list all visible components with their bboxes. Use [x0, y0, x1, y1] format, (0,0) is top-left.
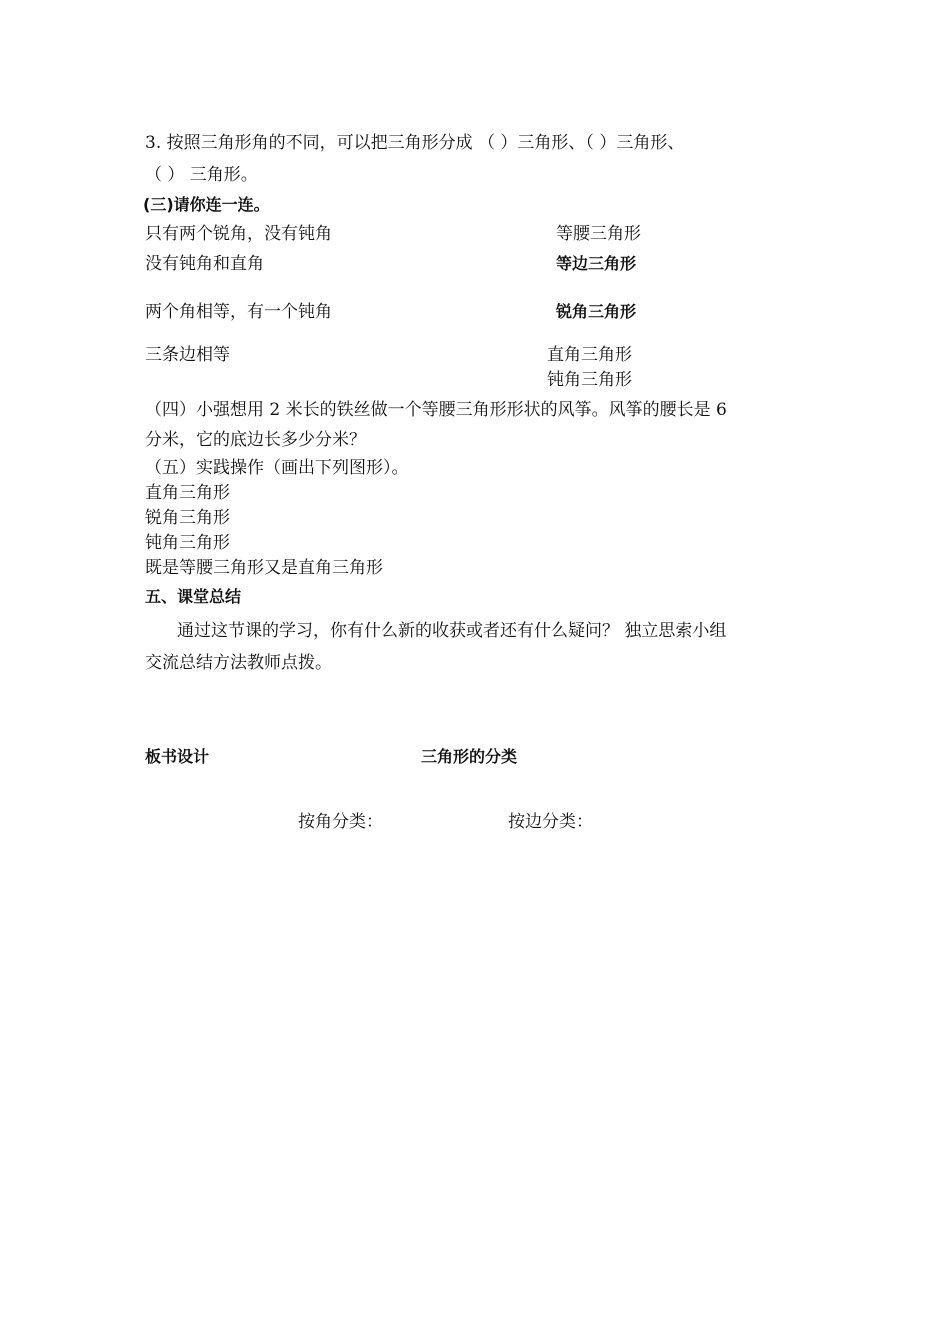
question-3-line-1: 3. 按照三角形角的不同，可以把三角形分成 （ ）三角形、（ ）三角形、 — [145, 133, 685, 153]
match-left-item-2: 没有钝角和直角 — [145, 254, 264, 274]
drawing-item-2: 锐角三角形 — [145, 508, 230, 528]
summary-line-2: 交流总结方法教师点拨。 — [145, 653, 332, 673]
board-title: 三角形的分类 — [421, 747, 518, 766]
classify-by-angle: 按角分类： — [298, 812, 383, 832]
match-right-item-5: 钝角三角形 — [547, 370, 632, 390]
drawing-item-3: 钝角三角形 — [145, 533, 230, 553]
section-4-line-2: 分米，它的底边长多少分米？ — [145, 430, 366, 450]
classify-by-side: 按边分类： — [508, 812, 593, 832]
match-left-item-3: 两个角相等，有一个钝角 — [145, 302, 332, 322]
section-5-title: （五）实践操作（画出下列图形）。 — [145, 458, 409, 478]
section-3-title: (三)请你连一连。 — [143, 195, 270, 214]
match-left-item-1: 只有两个锐角，没有钝角 — [145, 224, 332, 244]
match-right-item-2: 等边三角形 — [556, 254, 637, 273]
match-right-item-3: 锐角三角形 — [556, 302, 637, 321]
match-left-item-4: 三条边相等 — [145, 345, 230, 365]
match-right-item-1: 等腰三角形 — [556, 224, 641, 244]
drawing-item-4: 既是等腰三角形又是直角三角形 — [145, 558, 383, 578]
board-design-label: 板书设计 — [145, 747, 210, 766]
section-4-line-1: （四）小强想用 2 米长的铁丝做一个等腰三角形形状的风筝。风筝的腰长是 6 — [145, 400, 727, 420]
question-3-line-2: （ ） 三角形。 — [145, 165, 258, 185]
summary-line-1: 通过这节课的学习，你有什么新的收获或者还有什么疑问？ 独立思索小组 — [177, 621, 727, 641]
summary-title: 五、课堂总结 — [145, 587, 242, 606]
match-right-item-4: 直角三角形 — [547, 345, 632, 365]
drawing-item-1: 直角三角形 — [145, 483, 230, 503]
